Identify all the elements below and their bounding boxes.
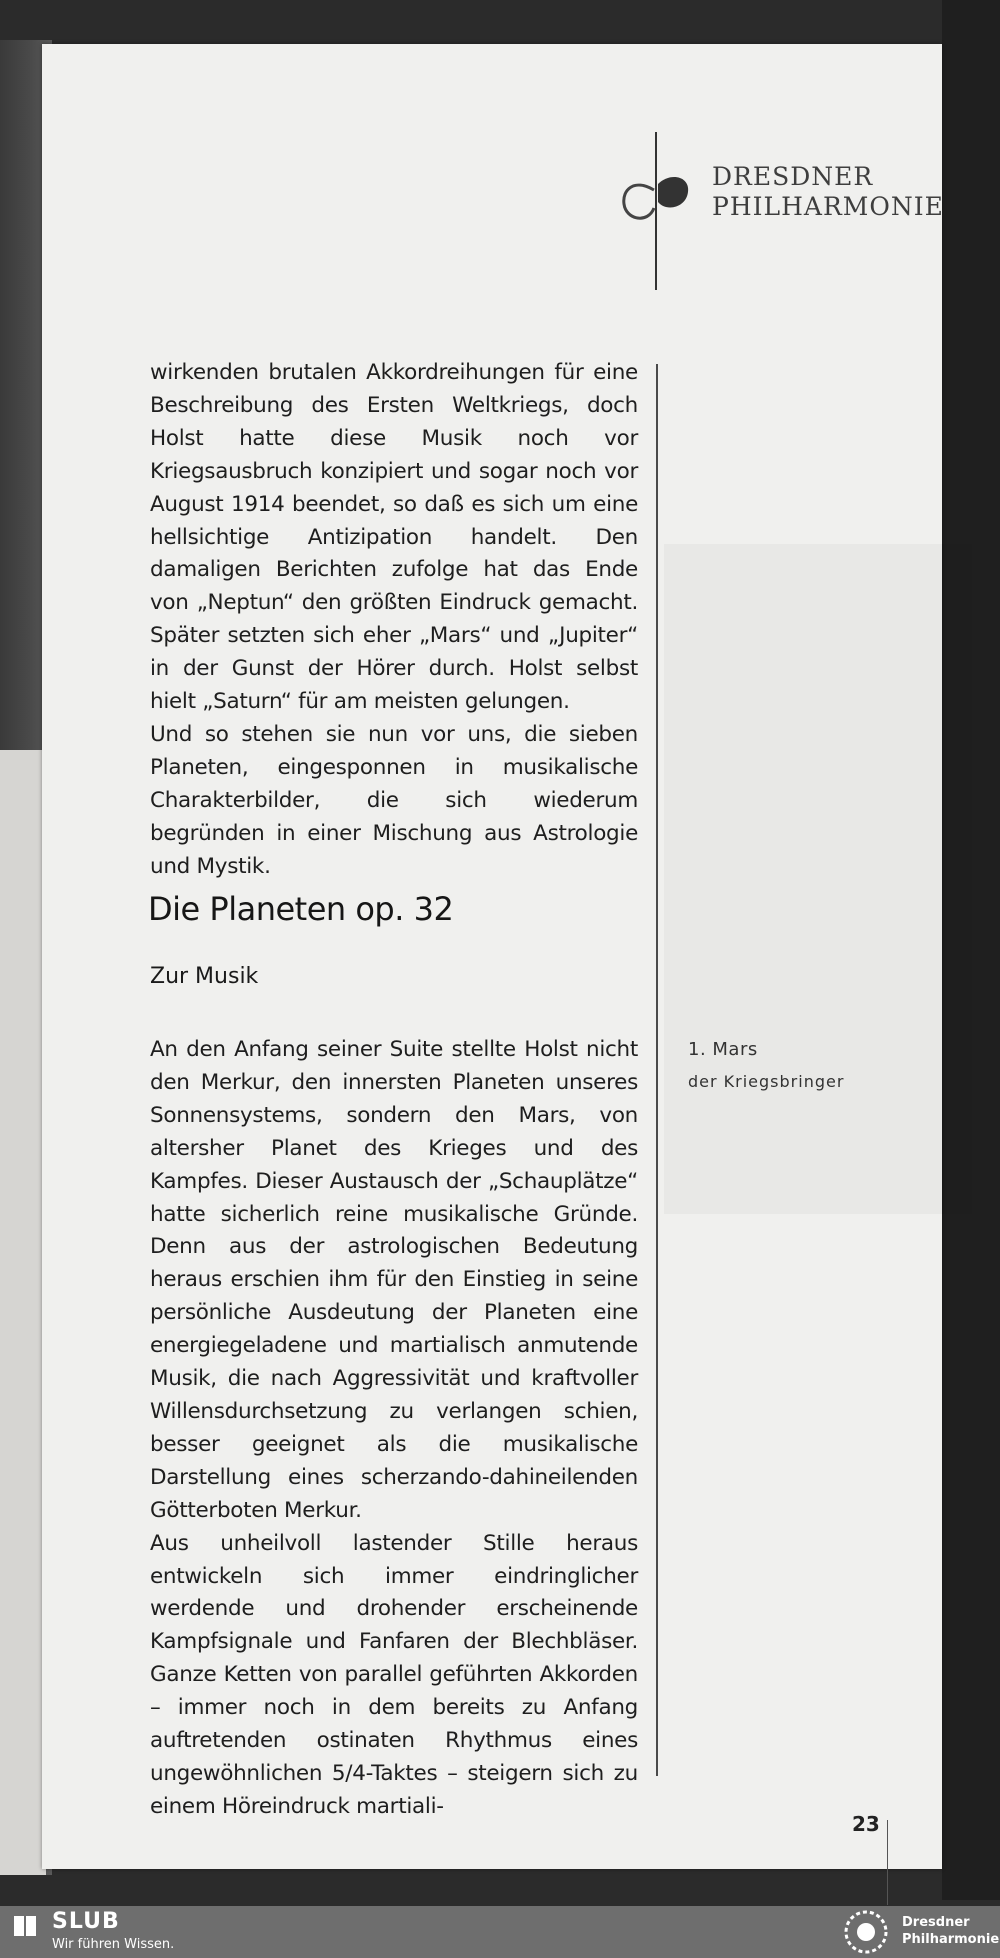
- slub-name[interactable]: SLUB: [52, 1909, 120, 1934]
- body-text: [150, 1034, 638, 1824]
- digitization-footer: [0, 1906, 1000, 1958]
- column-divider: [656, 364, 658, 1776]
- page-number: 23: [852, 1812, 880, 1836]
- dp-logo-icon: [620, 132, 700, 292]
- logo-line1: DRESDNER: [712, 162, 874, 191]
- book-icon: [12, 1913, 38, 1939]
- partner-name[interactable]: [902, 1914, 999, 1948]
- body-paragraph: An den Anfang seiner Suite stellte Holst nicht den Merkur, den innersten Planeten unseres Sonnensystems, sondern den Mars, von altersher Planet des Krieges und des Kampfes. Dieser Austausch der „Schauplätze“ hatte sicherlich reine musikalische Gründe. Denn aus der astrologischen Bedeutung heraus erschien ihm für den Einstieg in seine persönliche Ausdeutung der Planeten eine energiegeladene und martialisch anmutende Musik, die nach Aggressivität und kraftvoller Willensdurchsetzung zu verlangen schien, besser geeignet als die musikalische Darstellung eines scherzando-dahineilenden Götterboten Merkur.: [150, 1037, 638, 1523]
- partner-line1: Dresdner: [902, 1915, 970, 1930]
- intro-paragraph: wirkenden brutalen Akkordreihungen für eine Beschreibung des Ersten Weltkriegs, doch Holst hatte diese Musik noch vor Kriegsausbruch konzipiert und sogar noch vor August 1914 beendet, so daß es sich um eine hellsichtige Antizipation handelt. Den damaligen Berichten zufolge hat das Ende von „Neptun“ den größten Eindruck gemacht. Später setzten sich eher „Mars“ und „Jupiter“ in der Gunst der Hörer durch. Holst selbst hielt „Saturn“ für am meisten gelungen.: [150, 360, 638, 715]
- body-paragraph: Aus unheilvoll lastender Stille heraus entwickeln sich immer eindringlicher werdende und drohender erscheinende Kampfsignale und Fanfaren der Blechbläser. Ganze Ketten von parallel geführten Akkorden – immer noch in dem bereits zu Anfang auftretenden ostinaten Rhythmus eines ungewöhnlichen 5/4-Taktes – steigern sich zu einem Höreindruck martiali-: [150, 1530, 638, 1819]
- intro-paragraph: Und so stehen sie nun vor uns, die sieben Planeten, eingesponnen in musikalische Charakterbilder, die sich wiederum begründen in einer Mischung aus Astrologie und Mystik.: [150, 721, 638, 879]
- margin-note: [688, 1034, 844, 1098]
- section-heading: Die Planeten op. 32: [148, 890, 454, 928]
- logo-line2: PHILHARMONIE: [712, 192, 944, 221]
- show-through-shadow: [664, 544, 972, 1214]
- star-emblem-icon: [842, 1909, 890, 1955]
- page-number-rule: [887, 1820, 888, 1905]
- section-subheading: Zur Musik: [150, 964, 259, 989]
- slub-slogan: Wir führen Wissen.: [52, 1937, 175, 1952]
- intro-text: [150, 357, 638, 884]
- logo-wordmark: [712, 162, 944, 222]
- partner-line2: Philharmonie: [902, 1932, 1000, 1947]
- margin-note-title: 1. Mars: [688, 1039, 758, 1060]
- dresdner-philharmonie-logo: [620, 132, 944, 292]
- margin-note-subtitle: der Kriegsbringer: [688, 1072, 845, 1091]
- document-page: [42, 44, 942, 1869]
